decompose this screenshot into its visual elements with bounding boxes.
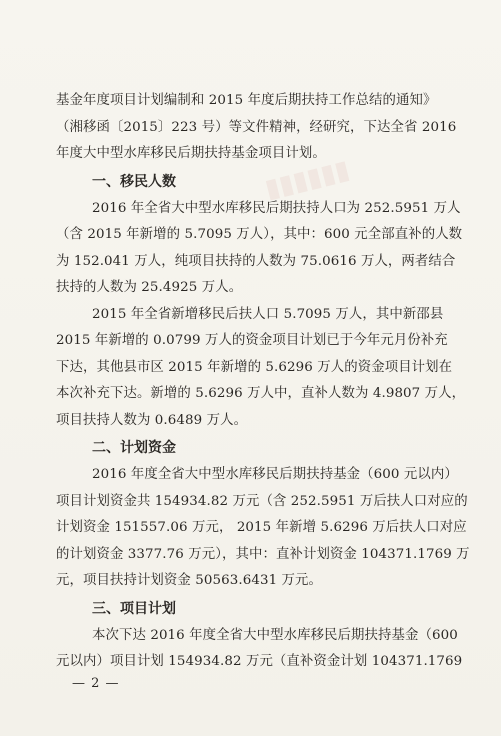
body-line: 元，项目扶持计划资金 50563.6431 万元。 [56, 573, 323, 588]
section-heading-project-plan: 三、项目计划 [92, 600, 176, 617]
body-line: 2016 年度全省大中型水库移民后期扶持基金（600 元以内） [92, 467, 458, 482]
body-line: （湘移函〔2015〕223 号）等文件精神，经研究，下达全省 2016 [56, 119, 457, 135]
body-line: 为 152.041 万人，纯项目扶持的人数为 75.0616 万人，两者结合 [56, 253, 456, 269]
page-number: — 2 — [72, 676, 120, 691]
body-line: 扶持的人数为 25.4925 万人。 [56, 280, 243, 295]
body-line: 2015 年全省新增移民后扶人口 5.7095 万人，其中新邵县 [92, 306, 444, 322]
body-line: 下达，其他县市区 2015 年新增的 5.6296 万人的资金项目计划在 [56, 359, 453, 375]
body-line: 本次补充下达。新增的 5.6296 万人中，直补人数为 4.9807 万人， [56, 386, 466, 401]
body-line: 基金年度项目计划编制和 2015 年度后期扶持工作总结的通知》 [56, 93, 437, 108]
body-line: 2016 年全省大中型水库移民后期扶持人口为 252.5951 万人 [92, 200, 461, 216]
body-line: 2015 年新增的 0.0799 万人的资金项目计划已于今年元月份补充 [56, 333, 448, 348]
body-line: 计划资金 151557.06 万元， 2015 年新增 5.6296 万后扶人口对应 [56, 520, 467, 535]
body-line: 元以内）项目计划 154934.82 万元（直补资金计划 104371.1769 [56, 654, 463, 669]
body-line: 年度大中型水库移民后期扶持基金项目计划。 [56, 146, 326, 161]
body-line: 项目扶持人数为 0.6489 万人。 [56, 412, 248, 428]
body-line: 本次下达 2016 年度全省大中型水库移民后期扶持基金（600 [92, 627, 458, 643]
body-line: （含 2015 年新增的 5.7095 万人），其中：600 元全部直补的人数 [56, 227, 463, 242]
seal-bleed-through: ▮▮▮▮▮▮ [262, 154, 353, 205]
document-body [56, 88, 470, 676]
section-heading-planned-funds: 二、计划资金 [92, 440, 176, 456]
body-line: 的计划资金 3377.76 万元），其中：直补计划资金 104371.1769 万 [56, 546, 470, 562]
body-line: 项目计划资金共 154934.82 万元（含 252.5951 万后扶人口对应的 [56, 493, 468, 509]
section-heading-migrant-count: 一、移民人数 [92, 173, 176, 190]
